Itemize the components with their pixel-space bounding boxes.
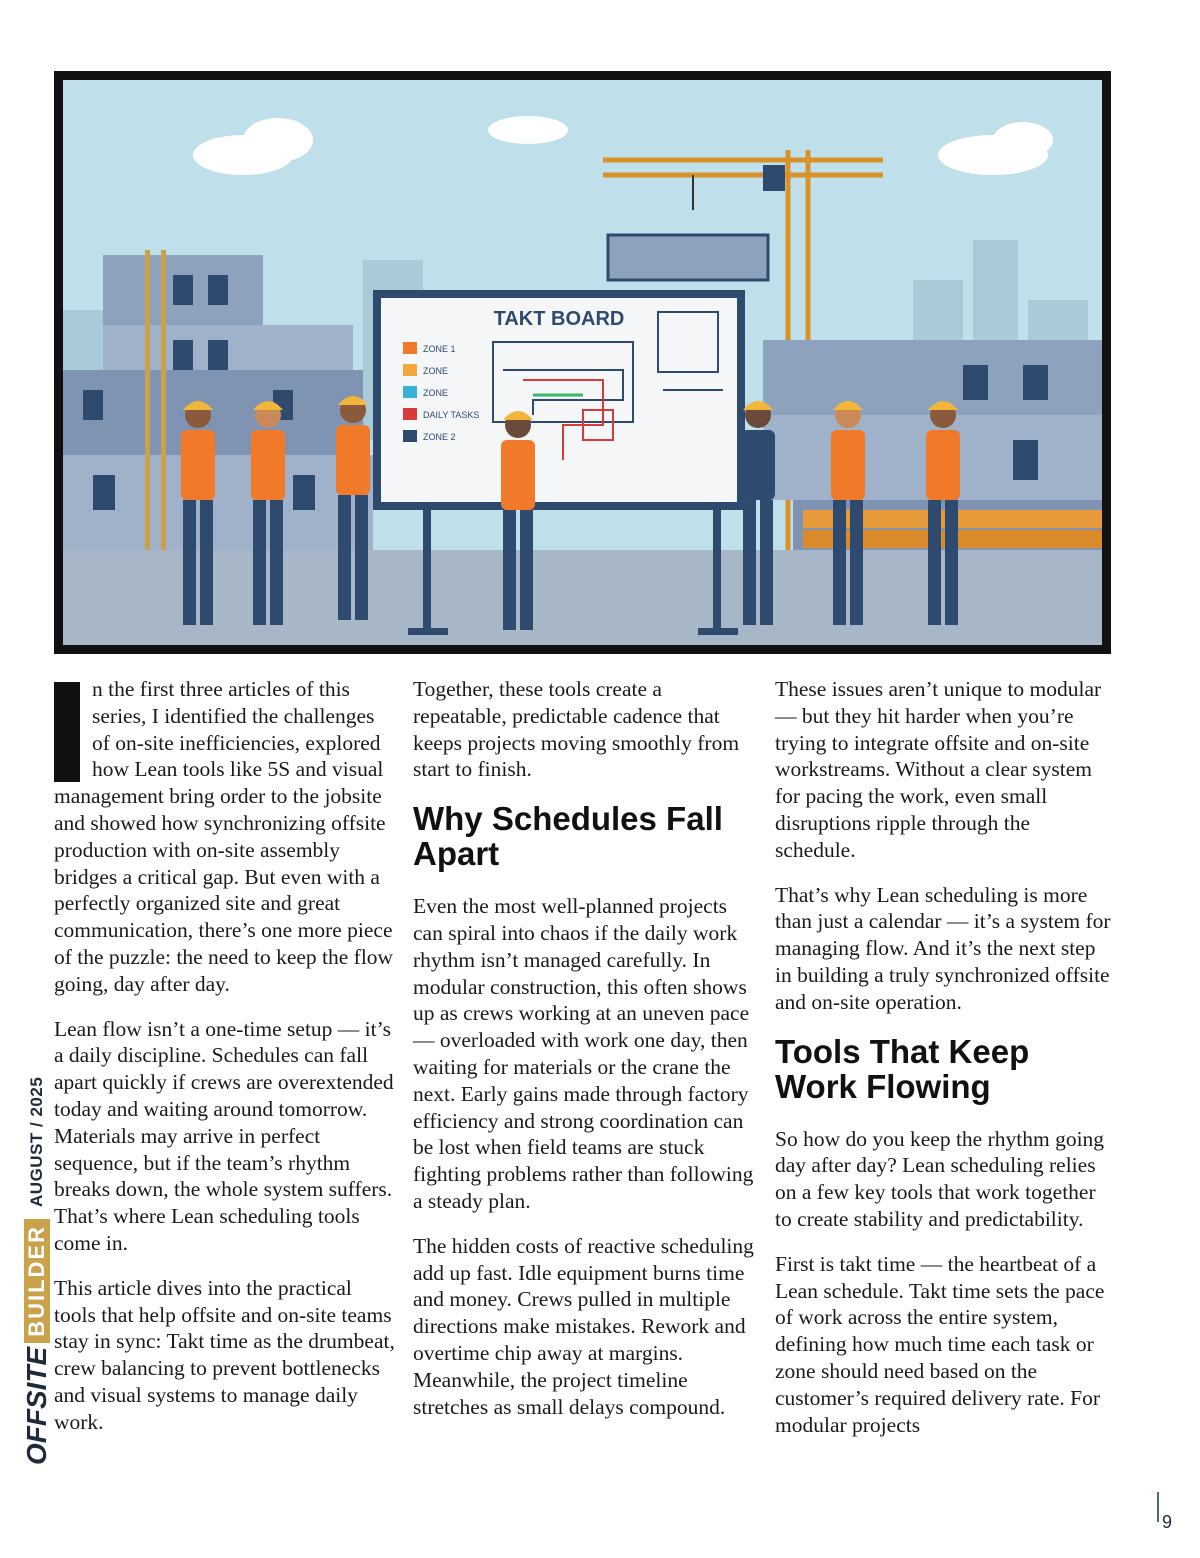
legend-label-5: ZONE 2 (423, 432, 456, 442)
intro-paragraph (54, 676, 396, 998)
legend-label-3: ZONE (423, 388, 449, 398)
body-paragraph: Even the most well-planned projects can spiral into chaos if the daily work rhythm isn’t managed carefully. In modular construction, this often shows up as crews working at an uneven pace — overloaded with work one day, then waiting for materials or the crane the next. Early gains made through factory efficiency and strong coordination can be lost when field teams are stuck fighting problems rather than following a steady plan. (413, 894, 754, 1213)
legend-label-4: DAILY TASKS (423, 410, 480, 420)
body-paragraph: These issues aren’t unique to modular — but they hit harder when you’re trying to integrate offsite and on-site workstreams. Without a clear system for pacing the work, even small disruptions ripple through the schedule. (775, 677, 1102, 862)
article-column-3 (775, 676, 1111, 1456)
body-paragraph: The hidden costs of reactive scheduling add up fast. Idle equipment burns time and money. Crews pulled in multiple directions make mistakes. Rework and overtime chip away at margins. Meanwhile, the project timeline stretches as small delays compound. (413, 1233, 754, 1419)
body-paragraph: That’s why Lean scheduling is more than just a calendar — it’s a system for managing flow. And it’s the next step in building a truly synchronized offsite and on-site operation. (775, 882, 1111, 1014)
section-heading: Why Schedules Fall Apart (413, 800, 723, 873)
drop-cap (54, 682, 80, 782)
legend-label-2: ZONE (423, 366, 449, 376)
body-paragraph: So how do you keep the rhythm going day after day? Lean scheduling relies on a few key tools that work together to create stability and predictability. (775, 1126, 1105, 1231)
takt-board-title: TAKT BOARD (493, 308, 625, 330)
body-paragraph: This article dives into the practical tools that help offsite and on-site teams stay in sync: Takt time as the drumbeat, crew balancing to prevent bottlenecks and visual systems to manage daily work. (54, 1275, 395, 1434)
section-heading: Tools That Keep Work Flowing (775, 1032, 1030, 1105)
body-paragraph: First is takt time — the heartbeat of a Lean schedule. Takt time sets the pace of work across the entire system, defining how much time each task or zone should need based on the customer’s required delivery rate. For modular projects (775, 1251, 1105, 1437)
brand-offsite: OFFSITE (21, 1346, 52, 1465)
magazine-footer (21, 1077, 53, 1465)
footer-divider (1157, 1492, 1159, 1522)
brand-builder: BUILDER (24, 1219, 50, 1343)
issue-date: AUGUST / 2025 (27, 1076, 46, 1207)
article-column-2 (413, 676, 758, 1438)
intro-text: n the first three articles of this series, I identified the challenges of on-site inefficiencies, explored how Lean tools like 5S and visual management bring order to the jobsite and showed how synchronizing offsite production with on-site assembly bridges a critical gap. But even with a perfectly organized site and great communication, there’s one more piece of the puzzle: the need to keep the flow going, day after day. (54, 677, 394, 996)
hero-illustration (54, 71, 1111, 654)
body-paragraph: Together, these tools create a repeatable, predictable cadence that keeps projects moving smoothly from start to finish. (413, 677, 740, 782)
construction-scene-image (63, 80, 1102, 645)
legend-label-1: ZONE 1 (423, 344, 456, 354)
body-paragraph: Lean flow isn’t a one-time setup — it’s a daily discipline. Schedules can fall apart quickly if crews are overextended today and waiting around tomorrow. Materials may arrive in perfect sequence, but if the team’s rhythm breaks down, the whole system suffers. That’s where Lean scheduling tools come in. (54, 1016, 394, 1255)
article-column-1 (54, 676, 396, 1454)
page-number: 9 (1162, 1512, 1173, 1532)
